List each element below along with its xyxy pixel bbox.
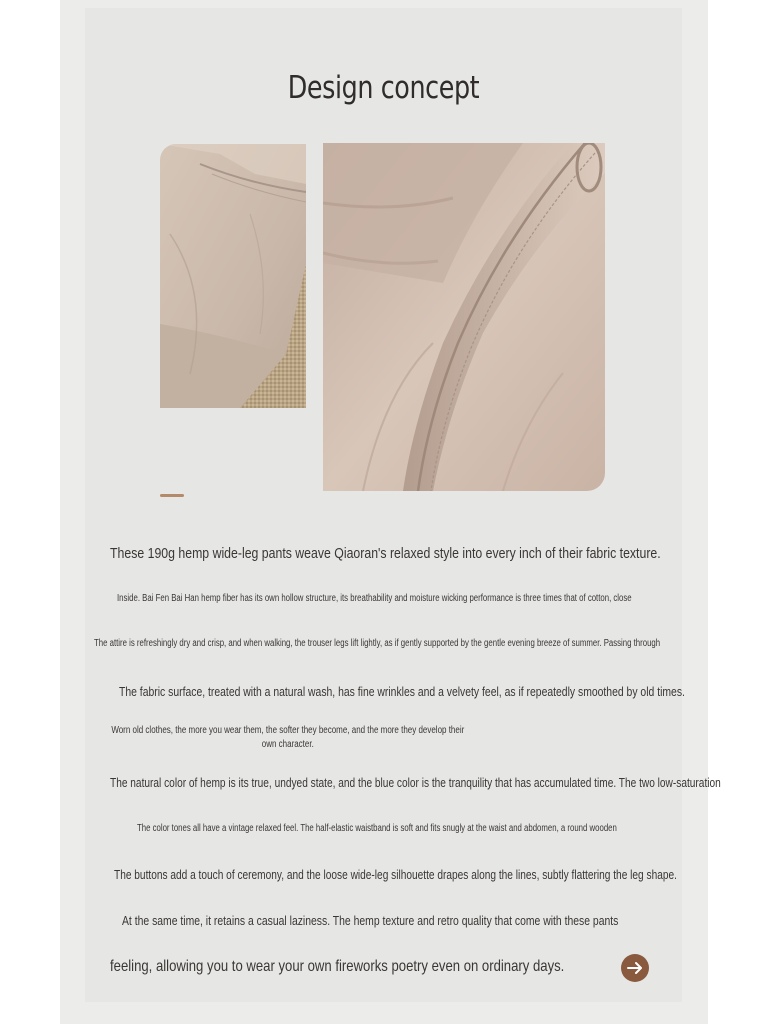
description-line-6: The natural color of hemp is its true, undyed state, and the blue color is the tranquility that has accumulated time. The two low-saturation — [110, 775, 721, 790]
waistband-detail-image — [323, 143, 605, 491]
description-line-1: These 190g hemp wide-leg pants weave Qiaoran's relaxed style into every inch of their fabric texture. — [110, 545, 661, 562]
pocket-detail-image — [160, 144, 306, 408]
description-line-7: The color tones all have a vintage relaxed feel. The half-elastic waistband is soft and fits snugly at the waist and abdomen, a round wooden — [137, 823, 617, 834]
description-line-9: At the same time, it retains a casual laziness. The hemp texture and retro quality that come with these pants — [122, 913, 619, 928]
description-line-10: feeling, allowing you to wear your own fireworks poetry even on ordinary days. — [110, 958, 565, 975]
description-line-2: Inside. Bai Fen Bai Han hemp fiber has its own hollow structure, its breathability and moisture wicking performance is three times that of cotton, close — [117, 593, 632, 604]
page-title: Design concept — [287, 70, 480, 106]
description-line-8: The buttons add a touch of ceremony, and the loose wide-leg silhouette drapes along the lines, subtly flattering the leg shape. — [114, 867, 677, 882]
next-page-button[interactable] — [621, 954, 649, 982]
section-accent-bar — [160, 494, 184, 497]
description-line-5: Worn old clothes, the more you wear them, the softer they become, and the more they develop their own character. — [111, 725, 465, 750]
arrow-right-icon — [626, 959, 644, 977]
description-line-4: The fabric surface, treated with a natural wash, has fine wrinkles and a velvety feel, as if repeatedly smoothed by old times. — [119, 684, 685, 699]
description-line-3: The attire is refreshingly dry and crisp, and when walking, the trouser legs lift lightly, as if gently supported by the gentle evening breeze of summer. Passing through — [94, 638, 661, 649]
